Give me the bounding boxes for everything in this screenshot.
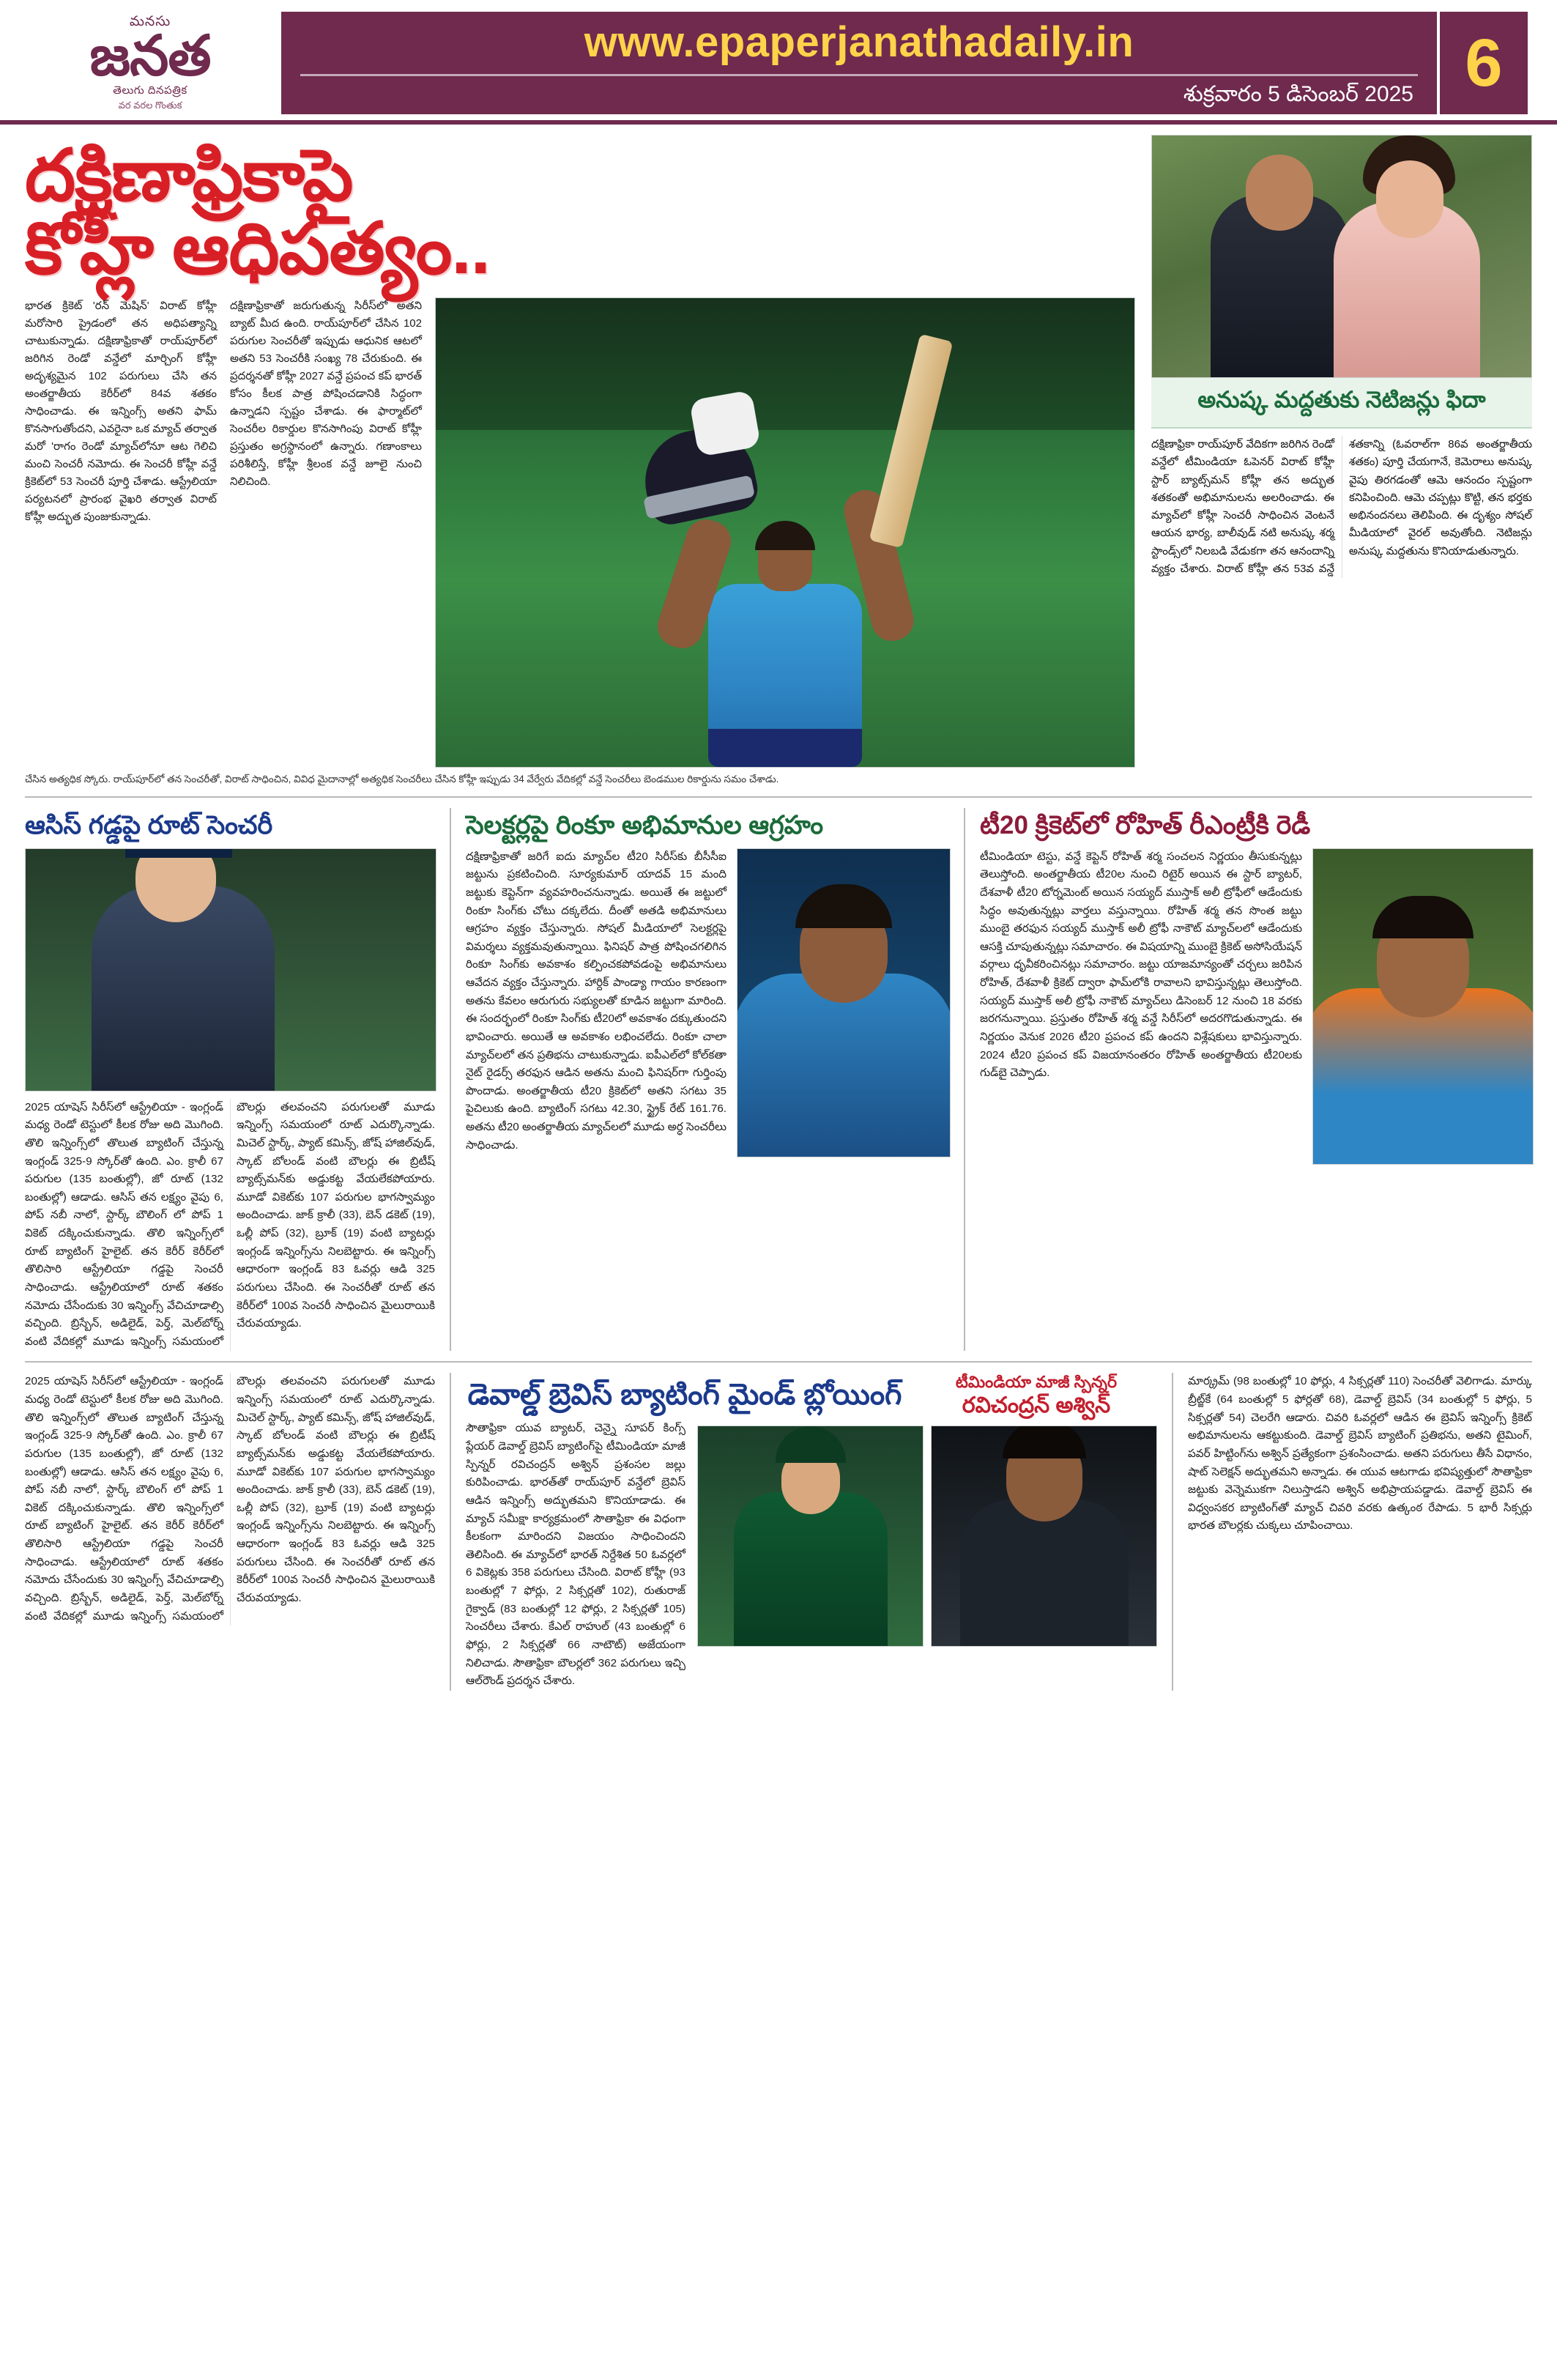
root-headline: ఆసిస్ గడ్డపై రూట్ సెంచరీ <box>25 811 273 840</box>
logo-title: జనత <box>89 24 211 87</box>
ashwin-byline-main: రవిచంద్రన్ అశ్విన్ <box>962 1393 1111 1417</box>
root-photo <box>25 848 436 1091</box>
cricket-cap-icon <box>125 848 232 858</box>
newspaper-logo <box>29 7 271 120</box>
lead-headline-line2: కోహ్లీ ఆధిపత్యం.. <box>25 207 490 289</box>
crowd-stand <box>436 298 1134 430</box>
column-divider-2 <box>964 808 965 1351</box>
brevis-helmet-icon <box>776 1426 846 1463</box>
lead-headline <box>25 135 1135 289</box>
rohit-body: టీమిండియా టెస్టు, వన్డే కెప్టెన్ రోహిత్ శర్మ సంచలన నిర్ణయం తీసుకున్నట్లు తెలుస్తోంది. అంతర్జాతీయ టీ20ల నుంచి రిటైర్ అయిన ఈ స్టార్ బ్యాటర్, దేశవాళీ టీ20 టోర్నమెంట్ అయిన సయ్యద్ ముస్తాక్ అలీ ట్రోఫీలో ఆడేందుకు సిద్ధం అవుతున్నట్లు వార్తలు వస్తున్నాయి. రోహిత్ శర్మ తన సొంత జట్టు ముంబై తరఫున సయ్యద్ ముస్తాక్ అలీ ట్రోఫీ నాకౌట్ మ్యాచ్‌లలో ఆడేందుకు ఆసక్తి చూపుతున్నట్లు సమాచారం. ఈ విషయాన్ని ముంబై క్రికెట్ అసోసియేషన్ వర్గాలు ధృవీకరించినట్లు సమాచారం. జట్టు యాజమాన్యంతో చర్చలు జరిపిన రోహిత్, దేశవాళీ క్రికెట్ ద్వారా ఫామ్‌లోకి రావాలని భావిస్తున్నట్లు తెలుస్తోంది. సయ్యద్ ముస్తాక్ అలీ ట్రోఫీ నాకౌట్ మ్యాచ్‌లు డిసెంబర్ 12 నుంచి 18 వరకు జరగనున్నాయి. ప్రస్తుతం రోహిత్ శర్మ వన్డే సిరీస్‌లో అదరగొడుతున్నాడు. ఈ నిర్ణయం వెనుక 2026 టీ20 ప్రపంచ కప్ ఉందని విశ్లేషకులు భావిస్తున్నారు. 2024 టీ20 ప్రపంచ కప్ విజయానంతరం రోహిత్ అంతర్జాతీయ టీ20లకు గుడ్‌బై చెప్పాడు. <box>980 850 1302 1080</box>
root-story <box>25 808 435 1351</box>
logo-tagline: వర వరల గొంతుక <box>118 100 182 111</box>
brevis-story-continued <box>1188 1373 1532 1690</box>
ashwin-body-shape <box>960 1499 1129 1646</box>
lead-col-2: దక్షిణాఫ్రికాతో జరుగుతున్న సిరీస్‌లో అతని బ్యాట్ మీద ఉంది. రాయ్‌పూర్‌లో చేసిన 102 పరుగుల సెంచరీతో ఇప్పుడు ఆధునిక ఆటలో అతని 53 సెంచరీకి సంఖ్య 78 చేరుకుంది. ఈ ప్రదర్శనతో కోహ్లీ 2027 వన్డే ప్రపంచ కప్ భారత్ కోసం కీలక పాత్ర పోషించడానికి సిద్ధంగా ఉన్నాడని స్పష్టం చేశాడు. ఈ ఫార్మాట్‌లో సెంచరీల రికార్డుల కొనసాగింపు విరాట్ కోహ్లీ ప్రస్తుతం అగ్రస్థానంలో ఉన్నారు. గణాంకాలు పరిశీలిస్తే, కోహ్లీ శ్రీలంక వన్డే జూలై నుంచి నిలిచింది. <box>230 299 422 488</box>
ashwin-byline <box>915 1373 1157 1418</box>
ashwin-byline-small: టీమిండియా మాజీ స్పిన్నర్ <box>955 1373 1118 1392</box>
batsman-figure <box>664 423 906 767</box>
rohit-photo <box>1312 848 1534 1165</box>
logo-small-text: మనసు <box>129 13 171 29</box>
brevis-photo <box>697 1426 924 1647</box>
rinku-body-left: దక్షిణాఫ్రికాతో జరిగే ఐదు మ్యాచ్‌ల టీ20 సిరీస్‌కు బీసీసీఐ జట్టును ప్రకటించింది. సూర్యకుమార్ యాదవ్ 15 మంది జట్టుకు కెప్టెన్‌గా వ్యవహరించనున్నాడు. అయితే ఈ జట్టులో రింకూ సింగ్‌కు చోటు దక్కలేదు. దీంతో అతడి అభిమానులు ఆగ్రహం వ్యక్తం చేస్తున్నారు. సోషల్ మీడియాలో సెలక్టర్లపై విమర్శలు వ్యక్తమవుతున్నాయి. ఫినిషర్ పాత్ర పోషించగలిగిన రింకూ సింగ్‌కు అవకాశం కల్పించకపోవడంపై అభిమానులు ఆవేదన వ్యక్తం చేస్తున్నారు. హార్దిక్ పాండ్యా గాయం కారణంగా అతను కేవలం ఆరుగురు సభ్యులతో కూడిన జట్టుగా మారింది. ఈ సందర్భంలో రింకూ సింగ్‌కు టీ20లో అవకాశం దక్కుతుందని భావించారు. అయితే ఆ అవకాశం లభించలేదు. రింకూ చాలా మ్యాచ్‌లలో తన ప్రతిభను చాటుకున్నాడు. ఐపీఎల్‌లో కోల్‌కతా నైట్ రైడర్స్ తరఫున ఆడిన అతను మంచి ఫినిషర్‌గా గుర్తింపు పొందాడు. అంతర్జాతీయ టీ20 క్రికెట్‌లో అతని సగటు 35 పైచిలుకు ఉంది. బ్యాటింగ్ సగటు 42.30, స్ట్రైక్ రేట్ 161.76. అతను టీ20 అంతర్జాతీయ మ్యాచ్‌లలో మూడు అర్ధ సెంచరీలు సాధించాడు. <box>466 850 727 1152</box>
rohit-story <box>980 808 1532 1351</box>
rinku-hair-shape <box>795 884 892 928</box>
masthead-center <box>281 12 1437 114</box>
rinku-story <box>466 808 949 1351</box>
anushka-story <box>1151 135 1532 786</box>
brevis-body-left: సౌతాఫ్రికా యువ బ్యాటర్, చెన్నై సూపర్ కింగ్స్ ప్లేయర్ డెవాల్డ్ బ్రెవిస్ బ్యాటింగ్‌పై టీమిండియా మాజీ స్పిన్నర్ రవిచంద్రన్ అశ్విన్ ప్రశంసల జల్లు కురిపించాడు. భారత్‌తో రాయ్‌పూర్ వన్డేలో బ్రెవిస్ ఆడిన ఇన్నింగ్స్ అద్భుతమని కొనియాడాడు. ఈ మ్యాచ్ సమీక్షా కార్యక్రమంలో సౌతాఫ్రికా ఈ విధంగా కీలకంగా మారిందని విజయం సాధించిందని తెలిసింది. ఈ మ్యాచ్‌లో భారత్ నిర్దేశిత 50 ఓవర్లలో 6 వికెట్లకు 358 పరుగులు చేసింది. విరాట్ కోహ్లీ (93 బంతుల్లో 7 ఫోర్లు, 2 సిక్సర్లతో 102), రుతురాజ్ గైక్వాడ్ (83 బంతుల్లో 12 ఫోర్లు, 2 సిక్సర్లతో 105) సెంచరీలు చేశారు. కేఎల్ రాహుల్ (43 బంతుల్లో 6 ఫోర్లు, 2 సిక్సర్లతో 66 నాటౌట్) అజేయంగా నిలిచాడు. సౌతాఫ్రికా బౌలర్లలో 362 పరుగులు ఇచ్చి ఆల్‌రౌండ్ ప్రదర్శన చేశారు. <box>466 1422 685 1688</box>
ashwin-hair-shape <box>1003 1426 1086 1458</box>
lead-story-section <box>25 135 1532 786</box>
column-divider-1 <box>450 808 451 1351</box>
anushka-headline: అనుష్క మద్దతుకు నెటిజన్లు ఫిదా <box>1151 378 1532 429</box>
ashwin-photo <box>931 1426 1157 1647</box>
bottom-stories-section <box>25 1373 1532 1690</box>
brevis-body-right: మార్క్రమ్ (98 బంతుల్లో 10 ఫోర్లు, 4 సిక్సర్లతో 110) సెంచరీతో వెలిగాడు. మార్కు బ్రీట్జ్‌కే (64 బంతుల్లో 5 ఫోర్లతో 68), డెవాల్డ్ బ్రెవిస్ (34 బంతుల్లో 5 ఫోర్లు, 5 సిక్సర్లతో 54) చెలరేగి ఆడారు. చివరి ఓవర్లలో ఆడిన ఈ బ్రెవిస్ ఇన్నింగ్స్ క్రికెట్ అభిమానులను ఆకట్టుకుంది. డెవాల్డ్ బ్రెవిస్ బ్యాటింగ్ ప్రతిభను, అతని టైమింగ్, పవర్ హిట్టింగ్‌ను అశ్విన్ ప్రత్యేకంగా ప్రశంసించాడు. అతని పరుగులు తీసే విధానం, షాట్ సెలెక్షన్ అద్భుతమని అన్నాడు. ఈ యువ ఆటగాడు భవిష్యత్తులో సౌతాఫ్రికా జట్టుకు వెన్నెముకగా నిలుస్తాడని అశ్విన్ అభిప్రాయపడ్డాడు. డెవాల్డ్ బ్రెవిస్ ఈ విధ్వంసకర బ్యాటింగ్‌తో మ్యాచ్ చివరి వరకు ఉత్కంఠ రేపాడు. 5 భారీ సిక్సర్లు భారత బౌలర్లకు చుక్కలు చూపించాయి. <box>1188 1375 1532 1532</box>
publication-date: శుక్రవారం 5 డిసెంబర్ 2025 <box>1183 81 1413 106</box>
masthead-divider <box>300 74 1418 76</box>
hair-shape <box>755 521 815 550</box>
column-divider-3 <box>450 1373 451 1690</box>
column-divider-4 <box>1172 1373 1173 1690</box>
page-number: 6 <box>1437 12 1528 114</box>
middle-stories-section <box>25 808 1532 1351</box>
rohit-headline: టీ20 క్రికెట్‌లో రోహిత్ రీఎంట్రీకి రెడీ <box>980 811 1311 840</box>
root-body: 2025 యాషెస్ సిరీస్‌లో ఆస్ట్రేలియా - ఇంగ్లండ్ మధ్య రెండో టెస్టులో కీలక రోజు అది మొగింది. తొలి ఇన్నింగ్స్‌లో తొలుత బ్యాటింగ్ చేస్తున్న ఇంగ్లండ్ 325-9 స్కోర్‌తో ఉంది. ఎం. క్రాలీ 67 పరుగుల (135 బంతుల్లో), జో రూట్ (132 బంతుల్లో) ఆడాడు. ఆసిస్ తన లక్ష్యం వైపు 6, పోప్ నబీ నాలో, స్టార్క్ బౌలింగ్ లో పోప్ 1 వికెట్ దక్కించుకున్నాడు. తొలి ఇన్నింగ్స్‌లో రూట్ బ్యాటింగ్ హైలైట్. తన కెరీర్ కెరీర్‌లో తొలిసారి ఆస్ట్రేలియా గడ్డపై సెంచరీ సాధించాడు. ఆస్ట్రేలియాలో రూట్ శతకం నమోదు చేసేందుకు 30 ఇన్నింగ్స్ వేచిచూడాల్సి వచ్చింది. బ్రిస్బేన్, అడిలైడ్, పెర్త్, మెల్‌బోర్న్ వంటి వేదికల్లో మూడు ఇన్నింగ్స్ సమయంలో బౌలర్లు తలవంచని పరుగులతో మూడు ఇన్నింగ్స్ సమయంలో రూట్ ఎదుర్కొన్నాడు. మిచెల్ స్టార్క్, ప్యాట్ కమిన్స్, జోష్ హాజిల్‌వుడ్, స్కాట్ బోలండ్ వంటి బౌలర్లు ఈ బ్రిటీష్ బ్యాట్స్‌మన్‌కు అడ్డుకట్ట వేయలేకపోయారు. మూడో వికెట్‌కు 107 పరుగుల భాగస్వామ్యం అందించాడు. జాక్ క్రాలీ (33), బెన్ డకెట్ (19), ఒల్లీ పోప్ (32), బ్రూక్ (19) వంటి బ్యాటర్లు ఇంగ్లండ్ ఇన్నింగ్స్‌ను నిలబెట్టారు. ఈ ఇన్నింగ్స్ ఆధారంగా ఇంగ్లండ్ 83 ఓవర్లు ఆడి 325 పరుగులు చేసింది. ఈ సెంచరీతో రూట్ తన కెరీర్‌లో 100వ సెంచరీ సాధించిన మైలురాయికి చేరువయ్యాడు. <box>25 1100 435 1348</box>
lead-story <box>25 135 1135 786</box>
logo-subtitle: తెలుగు దినపత్రిక <box>113 84 187 97</box>
anushka-virat-photo <box>1151 135 1532 378</box>
masthead <box>0 0 1557 125</box>
lead-body-wrap <box>25 297 1135 768</box>
anushka-body: దక్షిణాఫ్రికా రాయ్‌పూర్ వేదికగా జరిగిన రెండో వన్డేలో టీమిండియా ఓపెనర్ విరాట్ కోహ్లీ స్టార్ బ్యాట్స్‌మన్ కోహ్లీ తన అద్భుత శతకంతో అభిమానులను అలరించాడు. ఈ మ్యాచ్‌లో కోహ్లీ సెంచరీ సాధించిన వెంటనే ఆయన భార్య, బాలీవుడ్ నటి అనుష్క శర్మ స్టాండ్స్‌లో నిలబడి వేడుకగా తన ఆనందాన్ని వ్యక్తం చేశారు. విరాట్ కోహ్లీ తన 53వ వన్డే శతకాన్ని (ఓవరాల్‌గా 86వ అంతర్జాతీయ శతకం) పూర్తి చేయగానే, కెమెరాలు అనుష్క వైపు తిరగడంతో ఆమె ఆనందం స్పష్టంగా కనిపించింది. ఆమె చప్పట్లు కొట్టి, తన భర్తకు అభినందనలు తెలిపింది. ఈ దృశ్యం సోషల్ మీడియాలో వైరల్ అవుతోంది. నెటిజన్లు అనుష్క మద్దతును కొనియాడుతున్నారు. <box>1151 438 1532 576</box>
lead-col-1: భారత క్రికెట్ 'రన్ మెషిన్' విరాట్ కోహ్లీ మరోసారి ప్రైడంలో తన అధిపత్యాన్ని చాటుకున్నాడు. దక్షిణాఫ్రికాతో రాయ్‌పూర్‌లో జరిగిన రెండో వన్డేలో మార్చింగ్ కోహ్లీ అదృశ్యమైన 102 పరుగులు చేసి తన అంతర్జాతీయ కెరీర్‌లో 84వ శతకం సాధించాడు. ఈ ఇన్నింగ్స్ అతని ఫామ్ కొనసాగుతోందని, ఎవరైనా ఒక మ్యాచ్ తర్వాత మరో 'రాగం రెండో మ్యాచ్‌లోనూ ఆట గెలిచి మంచి సెంచరీ నమోదు. ఈ సెంచరీ కోహ్లీ వన్డే క్రికెట్‌లో 53 సెంచరీ పూర్తి చేశాడు. ఆస్ట్రేలియా పర్యటనలో ప్రారంభ వైఖరి తర్వాత విరాట్ కోహ్లీ అద్భుత పుంజుకున్నాడు. <box>25 299 217 523</box>
couple-illustration <box>1152 136 1531 377</box>
lead-headline-line1: దక్షిణాఫ్రికాపై <box>25 135 353 215</box>
rohit-hair-shape <box>1372 896 1474 938</box>
brevis-story <box>466 1373 1157 1690</box>
jersey-shape <box>708 584 862 767</box>
website-url[interactable]: www.epaperjanathadaily.in <box>584 18 1134 66</box>
root-body-continued: 2025 యాషెస్ సిరీస్‌లో ఆస్ట్రేలియా - ఇంగ్లండ్ మధ్య రెండో టెస్టులో కీలక రోజు అది మొగింది. తొలి ఇన్నింగ్స్‌లో తొలుత బ్యాటింగ్ చేస్తున్న ఇంగ్లండ్ 325-9 స్కోర్‌తో ఉంది. ఎం. క్రాలీ 67 పరుగుల (135 బంతుల్లో), జో రూట్ (132 బంతుల్లో) ఆడాడు. ఆసిస్ తన లక్ష్యం వైపు 6, పోప్ నబీ నాలో, స్టార్క్ బౌలింగ్ లో పోప్ 1 వికెట్ దక్కించుకున్నాడు. తొలి ఇన్నింగ్స్‌లో రూట్ బ్యాటింగ్ హైలైట్. తన కెరీర్ కెరీర్‌లో తొలిసారి ఆస్ట్రేలియా గడ్డపై సెంచరీ సాధించాడు. ఆస్ట్రేలియాలో రూట్ శతకం నమోదు చేసేందుకు 30 ఇన్నింగ్స్ వేచిచూడాల్సి వచ్చింది. బ్రిస్బేన్, అడిలైడ్, పెర్త్, మెల్‌బోర్న్ వంటి వేదికల్లో మూడు ఇన్నింగ్స్ సమయంలో బౌలర్లు తలవంచని పరుగులతో మూడు ఇన్నింగ్స్ సమయంలో రూట్ ఎదుర్కొన్నాడు. మిచెల్ స్టార్క్, ప్యాట్ కమిన్స్, జోష్ హాజిల్‌వుడ్, స్కాట్ బోలండ్ వంటి బౌలర్లు ఈ బ్రిటీష్ బ్యాట్స్‌మన్‌కు అడ్డుకట్ట వేయలేకపోయారు. మూడో వికెట్‌కు 107 పరుగుల భాగస్వామ్యం అందించాడు. జాక్ క్రాలీ (33), బెన్ డకెట్ (19), ఒల్లీ పోప్ (32), బ్రూక్ (19) వంటి బ్యాటర్లు ఇంగ్లండ్ ఇన్నింగ్స్‌ను నిలబెట్టారు. ఈ ఇన్నింగ్స్ ఆధారంగా ఇంగ్లండ్ 83 ఓవర్లు ఆడి 325 పరుగులు చేసింది. ఈ సెంచరీతో రూట్ తన కెరీర్‌లో 100వ సెంచరీ సాధించిన మైలురాయికి చేరువయ్యాడు. <box>25 1375 435 1623</box>
brevis-body-shape <box>734 1492 888 1646</box>
batting-glove-icon <box>689 390 761 457</box>
brevis-headline: డెవాల్డ్ బ్రెవిస్ బ్యాటింగ్ మైండ్ బ్లోయింగ్ <box>467 1379 902 1412</box>
rinku-photo <box>737 848 951 1157</box>
woman-head-shape <box>1376 160 1443 238</box>
rinku-headline: సెలక్టర్లపై రింకూ అభిమానుల ఆగ్రహం <box>466 811 824 840</box>
section-divider-2 <box>25 1361 1532 1363</box>
section-divider-1 <box>25 796 1532 798</box>
brevis-ashwin-photos <box>697 1426 1157 1647</box>
root-story-continued <box>25 1373 435 1690</box>
kohli-celebration-photo <box>435 297 1135 768</box>
man-head-shape <box>1246 155 1313 231</box>
lead-photo-caption: చేసిన అత్యధిక స్కోరు. రాయ్‌పూర్‌లో తన సెంచరీతో, విరాట్ సాధించిన, వివిధ మైదానాల్లో అత్యధిక సెంచరీలు చేసిన కోహ్లీ ఇప్పుడు 34 వేర్వేరు వేదికల్లో వన్డే సెంచరీలు బెండముల రికార్డును సమం చేశాడు. <box>25 773 779 785</box>
